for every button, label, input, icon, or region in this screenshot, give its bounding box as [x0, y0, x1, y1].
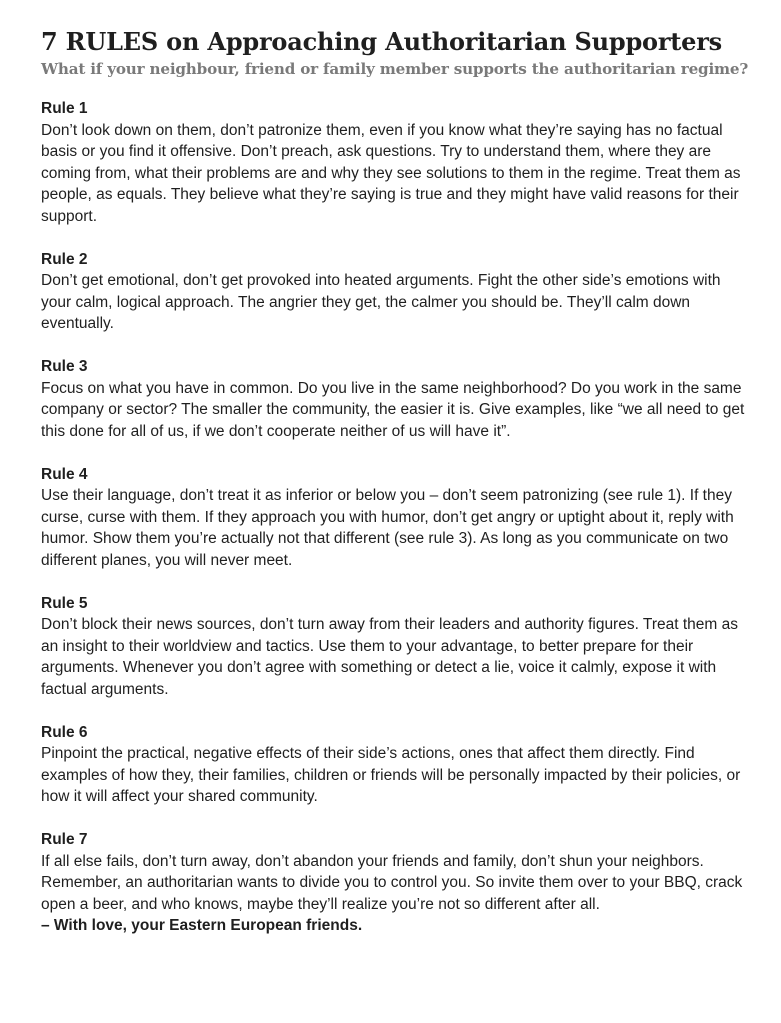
rule-6 [41, 722, 753, 808]
rule-heading: Rule 2 [41, 250, 88, 268]
rule-text: Don’t block their news sources, don’t turn away from their leaders and authority figures. Treat them as an insight to their worldview and tactics. Use them to your advantage, to better prepare for their arguments. Whenever you don’t agree with something or detect a lie, voice it calmly, expose it with factual arguments. [41, 616, 738, 698]
rule-text: Focus on what you have in common. Do you live in the same neighborhood? Do you work in the same company or sector? The smaller the community, the easier it is. Give examples, like “we all need to get this done for all of us, if we don’t cooperate neither of us will have it”. [41, 379, 745, 440]
rule-heading: Rule 7 [41, 831, 88, 848]
rule-heading: Rule 4 [41, 465, 88, 483]
document-page [41, 26, 753, 937]
rule-4 [41, 464, 753, 572]
document-title: 7 RULES on Approaching Authoritarian Supporters [41, 27, 722, 56]
rule-text: Don’t look down on them, don’t patronize them, even if you know what they’re saying has no factual basis or you find it offensive. Don’t preach, ask questions. Try to understand them, where they are coming from, what their problems are and why they see solutions to them in the regime. Treat them as people, as equals. They believe what they’re saying is true and they might have valid reasons for their support. [41, 121, 741, 225]
rule-heading: Rule 6 [41, 723, 88, 741]
rule-5 [41, 593, 753, 701]
signoff: – With love, your Eastern European friends. [41, 917, 363, 934]
rule-text: Pinpoint the practical, negative effects of their side’s actions, ones that affect them directly. Find examples of how they, their families, children or friends will be personally impacted by their policies, or how it will affect your shared community. [41, 745, 741, 805]
document-subtitle: What if your neighbour, friend or family member supports the authoritarian regime? [41, 60, 749, 78]
rule-heading: Rule 3 [41, 358, 88, 375]
rule-heading: Rule 5 [41, 594, 88, 612]
rule-text: If all else fails, don’t turn away, don’t abandon your friends and family, don’t shun your neighbors. Remember, an authoritarian wants to divide you to control you. So invite them over to your BBQ, crack open a beer, and who knows, maybe they’ll realize you’re not so different after all. [41, 852, 743, 913]
rule-7 [41, 829, 753, 937]
rule-text: Don’t get emotional, don’t get provoked into heated arguments. Fight the other side’s emotions with your calm, logical approach. The angrier they get, the calmer you should be. They’ll calm down eventually. [41, 272, 721, 332]
rule-text: Use their language, don’t treat it as inferior or below you – don’t seem patronizing (see rule 1). If they curse, curse with them. If they approach you with humor, don’t get angry or uptight about it, reply with humor. Show them you’re actually not that different (see rule 3). As long as you communicate on two different planes, you will never meet. [41, 487, 734, 569]
rule-1 [41, 98, 753, 227]
rule-heading: Rule 1 [41, 100, 88, 117]
rule-3 [41, 356, 753, 442]
rule-2 [41, 249, 753, 335]
